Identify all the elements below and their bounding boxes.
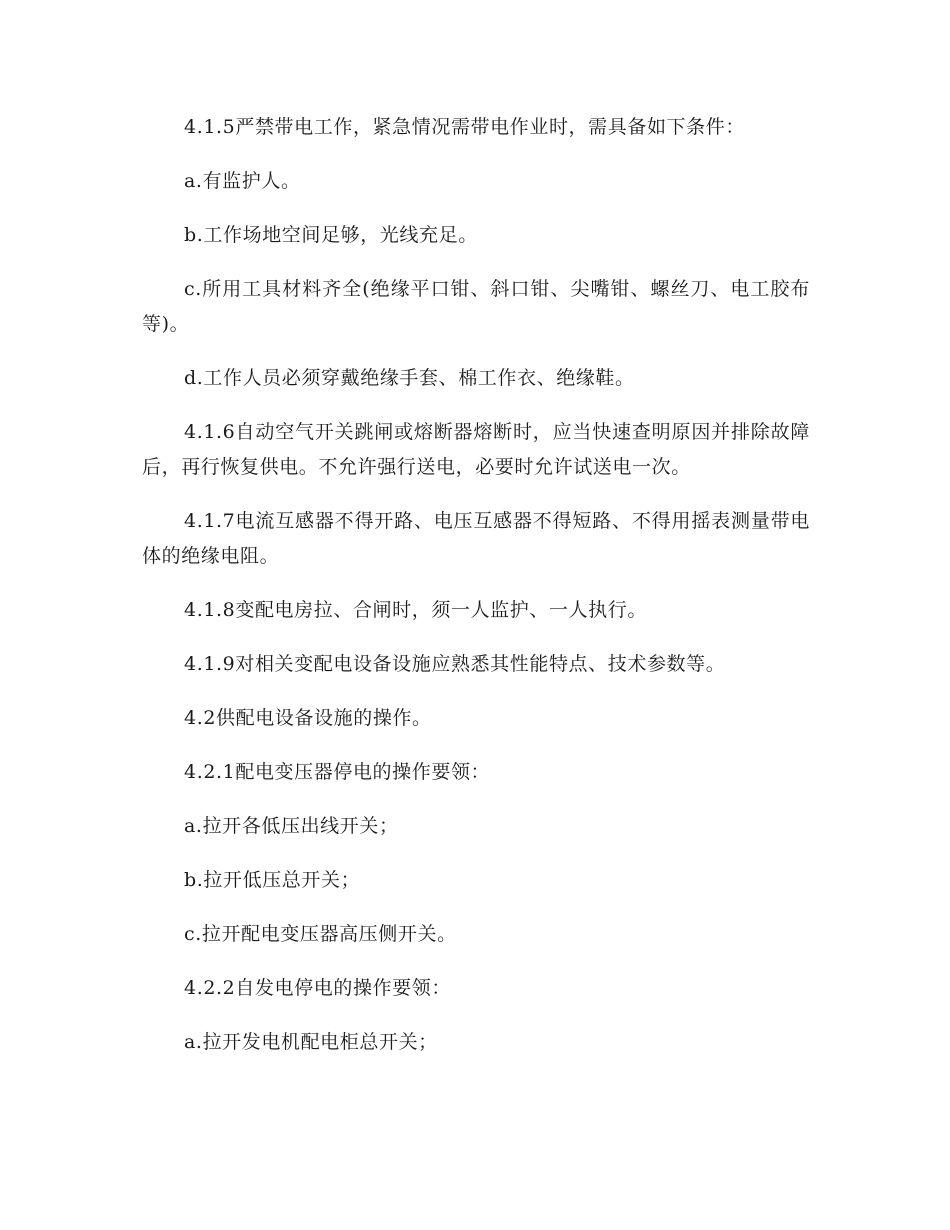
document-body — [142, 110, 810, 1079]
paragraph-4-1-8: 4.1.8变配电房拉、合闸时，须一人监护、一人执行。 — [184, 599, 647, 621]
paragraph-4-1-5: 4.1.5严禁带电工作，紧急情况需带电作业时，需具备如下条件： — [184, 116, 745, 138]
paragraph-4-2-1-item-c: c.拉开配电变压器高压侧开关。 — [184, 923, 457, 945]
paragraph-4-2-1: 4.2.1配电变压器停电的操作要领： — [184, 761, 491, 783]
section-heading-4-2: 4.2供配电设备设施的操作。 — [184, 707, 432, 729]
paragraph-item-a: a.有监护人。 — [184, 170, 301, 192]
paragraph-item-b: b.工作场地空间足够，光线充足。 — [184, 224, 478, 246]
paragraph-item-d: d.工作人员必须穿戴绝缘手套、棉工作衣、绝缘鞋。 — [184, 367, 635, 389]
paragraph-4-2-1-item-b: b.拉开低压总开关； — [184, 869, 361, 891]
paragraph-4-2-2: 4.2.2自发电停电的操作要领： — [184, 977, 451, 999]
paragraph-4-2-1-item-a: a.拉开各低压出线开关； — [184, 815, 399, 837]
paragraph-item-c: c.所用工具材料齐全(绝缘平口钳、斜口钳、尖嘴钳、螺丝刀、电工胶布等)。 — [142, 278, 810, 335]
paragraph-4-1-6: 4.1.6自动空气开关跳闸或熔断器熔断时，应当快速查明原因并排除故障后，再行恢复供电。不允许强行送电，必要时允许试送电一次。 — [142, 421, 810, 478]
paragraph-4-2-2-item-a: a.拉开发电机配电柜总开关； — [184, 1031, 438, 1053]
paragraph-4-1-9: 4.1.9对相关变配电设备设施应熟悉其性能特点、技术参数等。 — [184, 653, 726, 675]
paragraph-4-1-7: 4.1.7电流互感器不得开路、电压互感器不得短路、不得用摇表测量带电体的绝缘电阻。 — [142, 510, 810, 567]
